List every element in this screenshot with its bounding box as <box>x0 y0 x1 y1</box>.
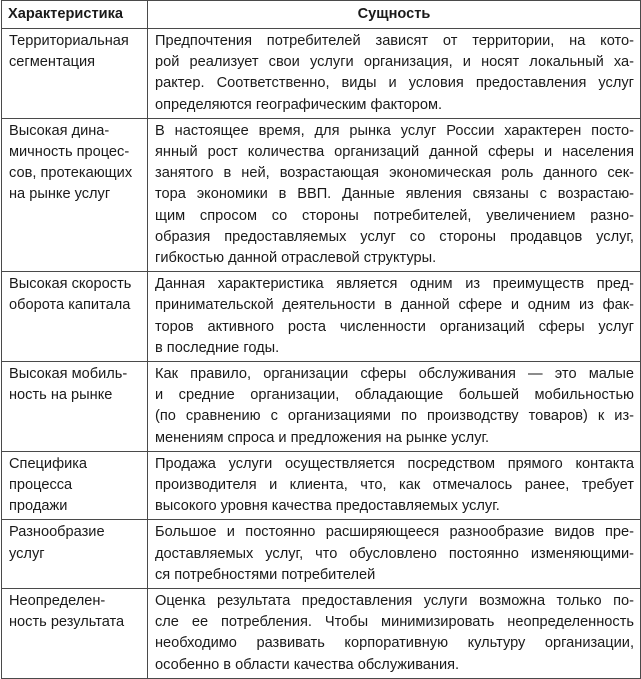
essence-cell <box>148 520 641 589</box>
characteristic-line: Высокая дина- <box>9 122 110 139</box>
essence-line: и средние организации, обладающие большей мобильностью <box>155 387 634 404</box>
essence-line: рой реализует свои услуги организация, и носят локальный ха- <box>155 54 634 71</box>
header-essence: Сущность <box>148 1 641 29</box>
characteristic-cell <box>2 589 148 679</box>
characteristic-line: ность результата <box>9 614 125 631</box>
characteristic-line: оборота капитала <box>9 297 131 314</box>
essence-line: рактер. Соответственно, виды и условия предоставления услуг <box>155 75 634 92</box>
essence-line: Данная характеристика является одним из преимуществ пред- <box>155 276 634 293</box>
characteristic-line: ность на рынке <box>9 387 113 404</box>
characteristic-line: мичность процес- <box>9 144 130 161</box>
characteristic-line: на рынке услуг <box>9 186 111 203</box>
table-row <box>2 451 641 520</box>
essence-line: гибкостью данной отраслевой структуры. <box>155 250 437 267</box>
characteristic-line: Территориальная <box>9 33 129 49</box>
essence-line: сле ее потребления. Чтобы минимизировать неопределенность <box>155 614 634 631</box>
essence-line: необходимо развивать корпоративную культуру организации, <box>155 635 634 652</box>
characteristic-line: Специфика <box>9 455 88 472</box>
essence-line: высокого уровня качества предоставляемых услуг. <box>155 498 500 515</box>
essence-cell <box>148 362 641 452</box>
essence-line: в последние годы. <box>155 339 280 356</box>
characteristic-line: сегментация <box>9 54 95 71</box>
essence-line: Предпочтения потребителей зависят от территории, на кото- <box>155 33 634 49</box>
table-row <box>2 272 641 362</box>
essence-cell <box>148 589 641 679</box>
header-row <box>2 1 641 29</box>
characteristic-line: услуг <box>9 545 45 562</box>
essence-line: доставляемых услуг, что обусловлено постоянно изменяющими- <box>155 545 634 562</box>
characteristic-cell <box>2 362 148 452</box>
essence-cell <box>148 272 641 362</box>
essence-line: образия предоставляемых услуг со стороны продавцов услуг, <box>155 228 634 245</box>
essence-cell <box>148 29 641 119</box>
characteristic-cell <box>2 29 148 119</box>
essence-line: определяются географическим фактором. <box>155 96 443 113</box>
characteristic-line: Высокая скорость <box>9 276 132 293</box>
essence-line: менениям спроса и предложения на рынке услуг. <box>155 429 490 446</box>
characteristic-cell <box>2 118 148 271</box>
characteristic-line: Разнообразие <box>9 524 105 541</box>
table-body <box>2 29 641 679</box>
table-row <box>2 520 641 589</box>
essence-line: Большое и постоянно расширяющееся разнообразие видов пре- <box>155 524 634 541</box>
essence-line: янный рост количества организаций данной сферы и населения <box>155 144 634 161</box>
characteristic-line: Высокая мобиль- <box>9 366 128 383</box>
essence-cell <box>148 451 641 520</box>
characteristic-line: Неопределен- <box>9 593 106 610</box>
essence-line: принимательской деятельности в данной сфере и одним из фак- <box>155 297 634 314</box>
characteristic-line: продажи <box>9 498 68 515</box>
essence-cell <box>148 118 641 271</box>
table-row <box>2 29 641 119</box>
table-row <box>2 589 641 679</box>
characteristic-cell <box>2 451 148 520</box>
characteristics-table <box>1 0 641 679</box>
essence-line: Оценка результата предоставления услуги возможна только по- <box>155 593 634 610</box>
table-row <box>2 118 641 271</box>
header-characteristic: Характеристика <box>2 1 148 29</box>
essence-line: торов активного роста численности организаций сферы услуг <box>155 318 634 335</box>
characteristic-line: процесса <box>9 477 73 494</box>
characteristic-cell <box>2 520 148 589</box>
characteristic-cell <box>2 272 148 362</box>
table-row <box>2 362 641 452</box>
essence-line: Продажа услуги осуществляется посредством прямого контакта <box>155 455 634 472</box>
essence-line: производителя и клиента, что, как отмечалось ранее, требует <box>155 477 634 494</box>
essence-line: В настоящее время, для рынка услуг России характерен посто- <box>155 122 634 139</box>
essence-line: ся потребностями потребителей <box>155 566 376 583</box>
essence-line: Как правило, организации сферы обслуживания — это малые <box>155 366 634 383</box>
essence-line: тора экономики в ВВП. Данные явления связаны с возрастаю- <box>155 186 634 203</box>
essence-line: (по сравнению с организациями по производству товаров) к из- <box>155 408 634 425</box>
characteristic-line: сов, протекающих <box>9 165 133 182</box>
essence-line: занятого в ней, возрастающая экономическая роль данного сек- <box>155 165 634 182</box>
essence-line: щим спросом со стороны потребителей, увеличением разно- <box>155 207 634 224</box>
essence-line: особенно в области качества обслуживания. <box>155 656 460 673</box>
